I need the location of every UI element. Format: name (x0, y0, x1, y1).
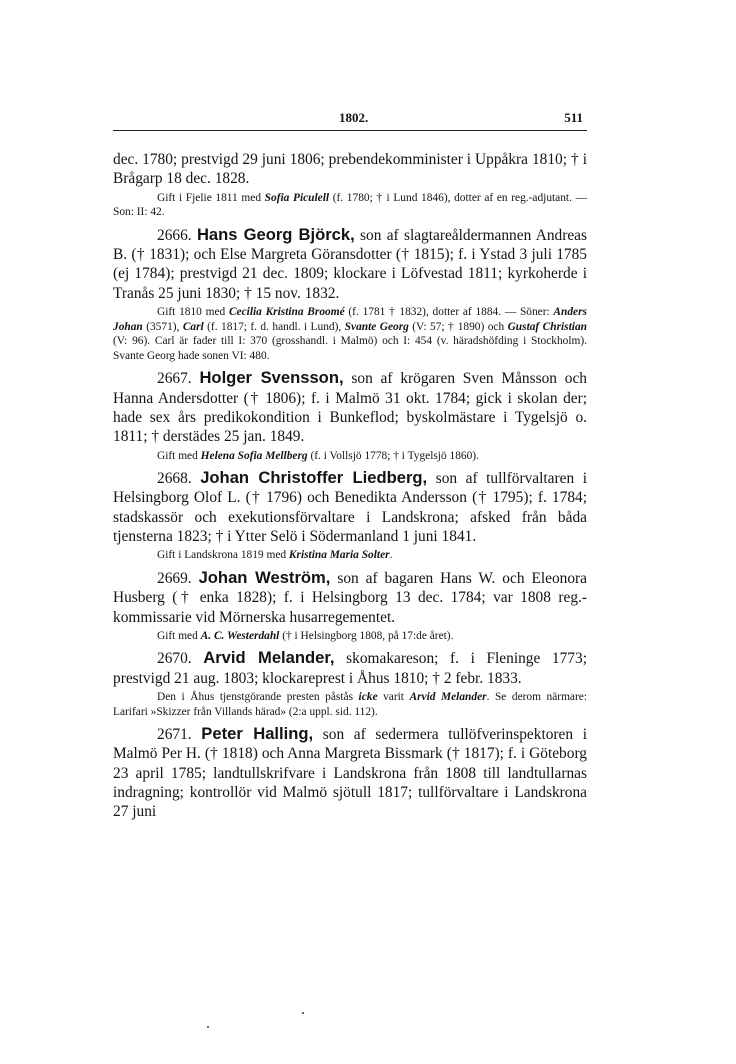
note-text: (f. 1781 † 1832), dotter af 1884. — Söner: (344, 305, 554, 318)
entry-name: Johan Christoffer Liedberg, (200, 468, 428, 488)
note-text: (V: 96). Carl är fader till I: 370 (grosshandl. i Malmö) och I: 454 (v. häradshöfding i Stockholm). Svante Georg hade sonen VI: 480. (113, 335, 587, 362)
print-speck (302, 1012, 304, 1014)
entry-number: 2666. (157, 226, 192, 244)
running-header (113, 110, 587, 130)
note-name: Helena Sofia Mellberg (200, 449, 308, 462)
note-name: Gustaf Christian (507, 320, 587, 333)
note-text: Gift med (157, 449, 201, 462)
entry-text: son af slagtareåldermannen Andreas B. († 1831); och Else Margreta Göransdotter († 1815); f. i Ystad 3 juli 1785 (ej 1784); prestvigd 21 dec. 1809; klockare i Löfvestad 1811; kyrkoherde i Tranås 25 juni 1830; † 15 nov. 1832. (113, 226, 588, 302)
entry-name: Arvid Melander, (203, 648, 335, 668)
note-text: varit (377, 690, 410, 703)
note-name: A. C. Westerdahl (200, 629, 280, 642)
entry-2668 (113, 468, 587, 546)
note-text: Gift i Fjelie 1811 med (157, 191, 265, 204)
note-text: (V: 57; † 1890) och (408, 320, 508, 333)
entry-number: 2670. (157, 650, 192, 668)
entry-number: 2668. (157, 470, 192, 488)
entry-2669 (113, 568, 587, 627)
note-name: Anders Johan (113, 305, 587, 333)
entry-2671 (113, 724, 587, 821)
note-name: Carl (182, 320, 204, 333)
entry-text: son af krögaren Sven Månsson och Hanna Andersdotter († 1806); f. i Malmö 31 okt. 1784; gick i skolan der; hade sex års predikokondition i Bunkeflod; byskolmästare i Tygelsjö o. 1811; † derstädes 25 jan. 1849. (113, 370, 587, 446)
note-text: (f. 1817; f. d. handl. i Lund), (203, 320, 345, 333)
note-text: . (389, 549, 393, 562)
note-2665 (113, 191, 587, 220)
note-name: icke (358, 690, 378, 703)
note-name: Sofia Piculell (264, 191, 330, 204)
paragraph-text: dec. 1780; prestvigd 29 juni 1806; prebendekomminister i Uppåkra 1810; † i Brågarp 18 dec. 1828. (113, 151, 587, 188)
entry-name: Peter Halling, (201, 724, 314, 744)
entry-name: Holger Svensson, (199, 368, 344, 388)
note-2666 (113, 305, 587, 363)
entry-number: 2669. (157, 569, 192, 587)
note-text: Gift i Landskrona 1819 med (157, 549, 289, 562)
note-text: Gift 1810 med (157, 305, 229, 318)
paragraph-continuation (113, 150, 587, 189)
note-text: . Se derom närmare: Larifari »Skizzer från Villands härad» (2:a uppl. sid. 112). (113, 690, 588, 718)
header-rule (113, 130, 587, 131)
note-2668 (113, 548, 587, 563)
note-name: Arvid Melander (409, 690, 487, 703)
body-text (113, 150, 587, 822)
note-name: Cecilia Kristina Broomé (228, 305, 345, 318)
entry-number: 2671. (157, 726, 192, 744)
entry-text: son af bagaren Hans W. och Eleonora Husberg († enka 1828); f. i Helsingborg 13 dec. 1784; var 1808 reg.-kommissarie vid Mörnerska husarregementet. (113, 569, 587, 626)
note-text: Gift med (157, 629, 201, 642)
note-name: Kristina Maria Solter (288, 549, 390, 562)
entry-2667 (113, 368, 587, 446)
note-text: († i Helsingborg 1808, på 17:de året). (279, 629, 454, 642)
note-2670 (113, 690, 587, 719)
note-text: Den i Åhus tjenstgörande presten påstås (157, 690, 359, 703)
note-2667 (113, 449, 587, 464)
note-text: (3571), (142, 320, 183, 333)
note-text: (f. 1780; † i Lund 1846), dotter af en reg.-adjutant. — Son: II: 42. (113, 191, 587, 219)
entry-text: son af sedermera tullöfverinspektoren i Malmö Per H. († 1818) och Anna Margreta Bissmark († 1817); f. i Göteborg 23 april 1785; landtullskrifvare i Landskrona från 1808 till landtullarnas indragning; kontrollör vid Malmö sjötull 1817; tullförvaltare i Landskrona 27 juni (113, 726, 587, 821)
page-number: 511 (564, 110, 583, 125)
entry-2666 (113, 225, 587, 303)
note-text: (f. i Vollsjö 1778; † i Tygelsjö 1860). (307, 449, 479, 462)
print-speck (207, 1026, 209, 1028)
entry-number: 2667. (157, 370, 192, 388)
entry-2670 (113, 648, 587, 688)
header-year: 1802. (339, 110, 369, 125)
entry-text: son af tullförvaltaren i Helsingborg Olof L. († 1796) och Benedikta Andersson († 1795); f. 1784; stadskassör och exekutionsförvaltare i Landskrona; afsked från båda tjensterna 1823; † i Ytter Selö i Södermanland 1 juni 1841. (113, 470, 587, 546)
entry-name: Johan Weström, (198, 567, 331, 587)
entry-name: Hans Georg Björck, (196, 224, 355, 244)
entry-text: skomakareson; f. i Fleninge 1773; prestvigd 21 aug. 1803; klockareprest i Åhus 1810; † 2 febr. 1833. (113, 650, 587, 687)
note-name: Svante Georg (344, 320, 409, 333)
note-2669 (113, 629, 587, 644)
